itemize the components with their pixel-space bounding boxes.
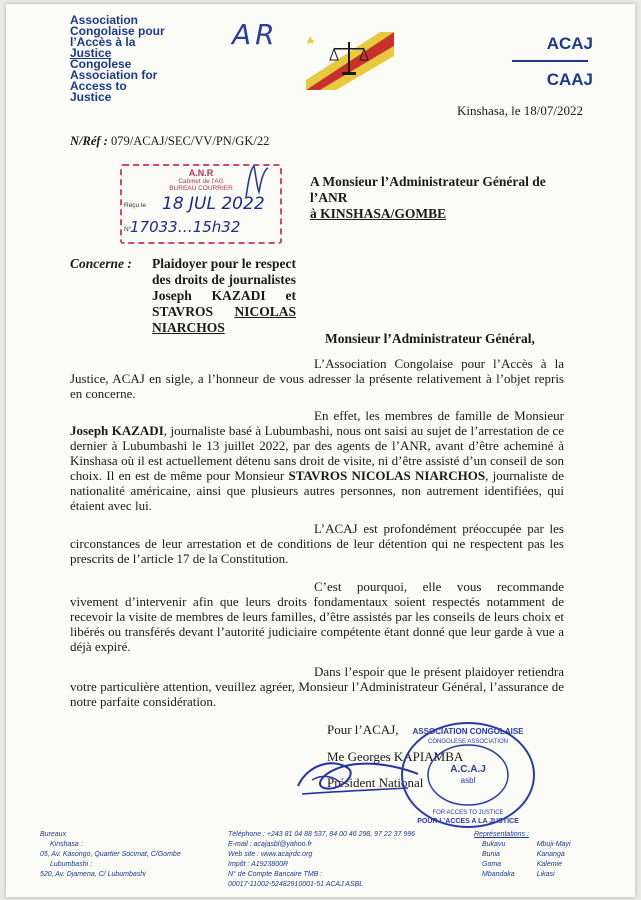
paragraph-4 — [70, 579, 564, 654]
acronym-fr: ACAJ — [546, 34, 593, 53]
letter-page — [6, 4, 635, 897]
stamp-initials-icon — [242, 162, 272, 202]
org-name-fr-4: Justice — [70, 46, 112, 60]
paragraph-4-text: C’est pourquoi, elle vous recommande vivement d’intervenir afin que leurs droits fondamentaux soient respectés notamment de recevoir la visite de membres de leurs familles, d’être assistés par les conseils de leurs choix et libérés ou transférés devant l’autorité judiciaire compétente étant donné que leur garde à vue a déjà expiré. — [70, 579, 564, 654]
subject-text-2: NICOLAS NIARCHOS — [152, 304, 296, 335]
footer-offices — [40, 830, 181, 880]
acronym-divider — [512, 60, 588, 62]
paragraph-1-text: L’Association Congolaise pour l’Accès à la Justice, ACAJ en sigle, a l’honneur de vous adresser la présente relativement à l’objet repris en concerne. — [70, 356, 564, 401]
footer-lubumbashi-address: 520, Av. Djamena, C/ Lubumbashi — [40, 871, 146, 878]
handwritten-annotation: AR — [232, 18, 279, 51]
paragraph-2-text-a: En effet, les membres de famille de Monsieur — [314, 408, 564, 423]
paragraph-2-text-e: , journaliste de nationalité américaine, ainsi que plusieurs autres personnes, non autrement identifiées, qui étaient avec lui. — [70, 468, 564, 513]
org-name-en-1: Congolese — [70, 57, 132, 71]
paragraph-3-text: L’ACAJ est profondément préoccupée par les circonstances de leur arrestation et de conditions de leur détention qui ne respectent pas les prescrits de l’article 17 de la Constitution. — [70, 521, 564, 566]
footer-rep-item: Goma — [482, 861, 502, 868]
footer-rep-item: Kalemie — [536, 861, 562, 868]
stamp-subtitle-2: BUREAU COURRIER — [169, 185, 233, 192]
signature-for: Pour l’ACAJ, — [327, 722, 399, 737]
subject-label: Concerne : — [70, 256, 132, 271]
footer-tax-id: Impôt : A1923800R — [228, 861, 289, 868]
footer-telephone: Téléphone : +243 81 04 88 537, 84 00 46 298, 97 22 37 996 — [228, 831, 416, 838]
seal-top-text-2: CONGOLESE ASSOCIATION — [428, 739, 508, 745]
recipient-line-2: l’ANR — [310, 190, 348, 205]
footer-rep-col-1 — [482, 840, 515, 880]
footer-kinshasa-address: 05, Av. Kasongo, Quartier Socimat, C/Gombe — [40, 851, 181, 858]
paragraph-2-text-c: , journaliste basé à Lubumbashi, nous ont saisi au sujet de l’arrestation de ce dernier à Lubumbashi le 13 juillet 2022, par des agents de l’ANR, avant d’être acheminé à Kinshasa où il est actuellement détenu sans droit de visite, ni d’être assisté d’un conseil de son choix. Il en est de même pour Monsieur — [70, 423, 564, 483]
paragraph-5 — [70, 664, 564, 709]
stamp-date-label: Reçu le — [124, 202, 147, 209]
recipient-line-1: A Monsieur l’Administrateur Général de — [310, 174, 546, 189]
recipient-block — [310, 174, 546, 222]
seal-center-2: asbl — [460, 776, 476, 785]
footer-representations — [474, 830, 571, 880]
footer-bank-number: 00017-11002-52482910001-51 ACAJ ASBL — [228, 881, 364, 888]
footer-email: E-mail : acajasbl@yahoo.fr — [228, 841, 312, 848]
stamp-date: 18 JUL 2022 — [162, 194, 265, 214]
footer-contacts — [228, 830, 415, 890]
footer-rep-item: Kananga — [536, 851, 565, 858]
footer-rep-col-2 — [537, 840, 571, 880]
footer-rep-item: Mbuji-Mayi — [536, 841, 571, 848]
footer-website: Web site : www.acajrdc.org — [228, 851, 313, 858]
footer-rep-label: Représentations : — [474, 831, 529, 838]
signature-name: Me Georges KAPIAMBA — [327, 749, 464, 764]
paragraph-3 — [70, 521, 564, 566]
seal-top-text: ASSOCIATION CONGOLAISE — [412, 727, 524, 736]
paragraph-2-name-2: STAVROS NICOLAS NIARCHOS — [288, 468, 486, 483]
acronym-en: CAAJ — [546, 70, 593, 89]
acaj-logo-icon — [306, 32, 394, 90]
footer-rep-columns — [474, 840, 571, 880]
seal-bottom-text: FOR ACCES TO JUSTICE — [432, 810, 504, 816]
reference-value: 079/ACAJ/SEC/VV/PN/GK/22 — [110, 134, 270, 148]
org-name-block — [70, 15, 165, 103]
paragraph-1 — [70, 356, 564, 401]
signature-title: Président National — [327, 775, 424, 790]
official-seal-icon — [398, 720, 538, 830]
reference-line — [70, 134, 269, 149]
salutation: Monsieur l’Administrateur Général, — [325, 331, 535, 346]
stamp-number-label: N° — [124, 226, 132, 233]
footer-rep-item: Mbandaka — [482, 871, 515, 878]
org-name-en-4: Justice — [70, 90, 112, 104]
paragraph-2-name-1: Joseph KAZADI — [70, 423, 164, 438]
seal-bottom-text-2: POUR L’ACCES A LA JUSTICE — [417, 818, 519, 825]
footer-lubumbashi-label: Lubumbashi : — [50, 861, 93, 868]
footer-bank-label: N° de Compte Bancaire TMB : — [228, 871, 323, 878]
org-name-en-2: Association for — [70, 68, 158, 82]
paragraph-2 — [70, 408, 564, 513]
org-name-fr-2: Congolaise pour — [70, 24, 165, 38]
recipient-line-3: à KINSHASA/GOMBE — [310, 206, 447, 221]
footer-rep-item: Bunia — [482, 851, 500, 858]
org-name-en-3: Access to — [70, 79, 127, 93]
stamp-title: A.N.R — [188, 168, 214, 178]
paragraph-5-text: Dans l’espoir que le présent plaidoyer retiendra votre particulière attention, veuillez agréer, Monsieur l’Administrateur Général, l’assurance de notre parfaite considération. — [70, 664, 564, 709]
reference-label: N/Réf : — [70, 134, 108, 148]
footer-bureaux-label: Bureaux — [40, 831, 67, 838]
footer-rep-item: Likasi — [536, 871, 555, 878]
footer-kinshasa-label: Kinshasa : — [50, 841, 83, 848]
subject-text-1: Plaidoyer pour le respect des droits de journalistes Joseph KAZADI et STAVROS — [152, 256, 296, 319]
seal-center-1: A.C.A.J — [450, 764, 486, 775]
stamp-number: 17033…15h32 — [130, 218, 241, 236]
org-name-fr-3: l’Accès à la — [70, 35, 136, 49]
org-name-fr-1: Association — [70, 13, 139, 27]
place-date: Kinshasa, le 18/07/2022 — [456, 103, 583, 118]
stamp-subtitle-1: Cabinet de l'AG — [178, 178, 224, 185]
subject-text — [152, 256, 296, 336]
footer-rep-item: Bukavu — [482, 841, 506, 848]
